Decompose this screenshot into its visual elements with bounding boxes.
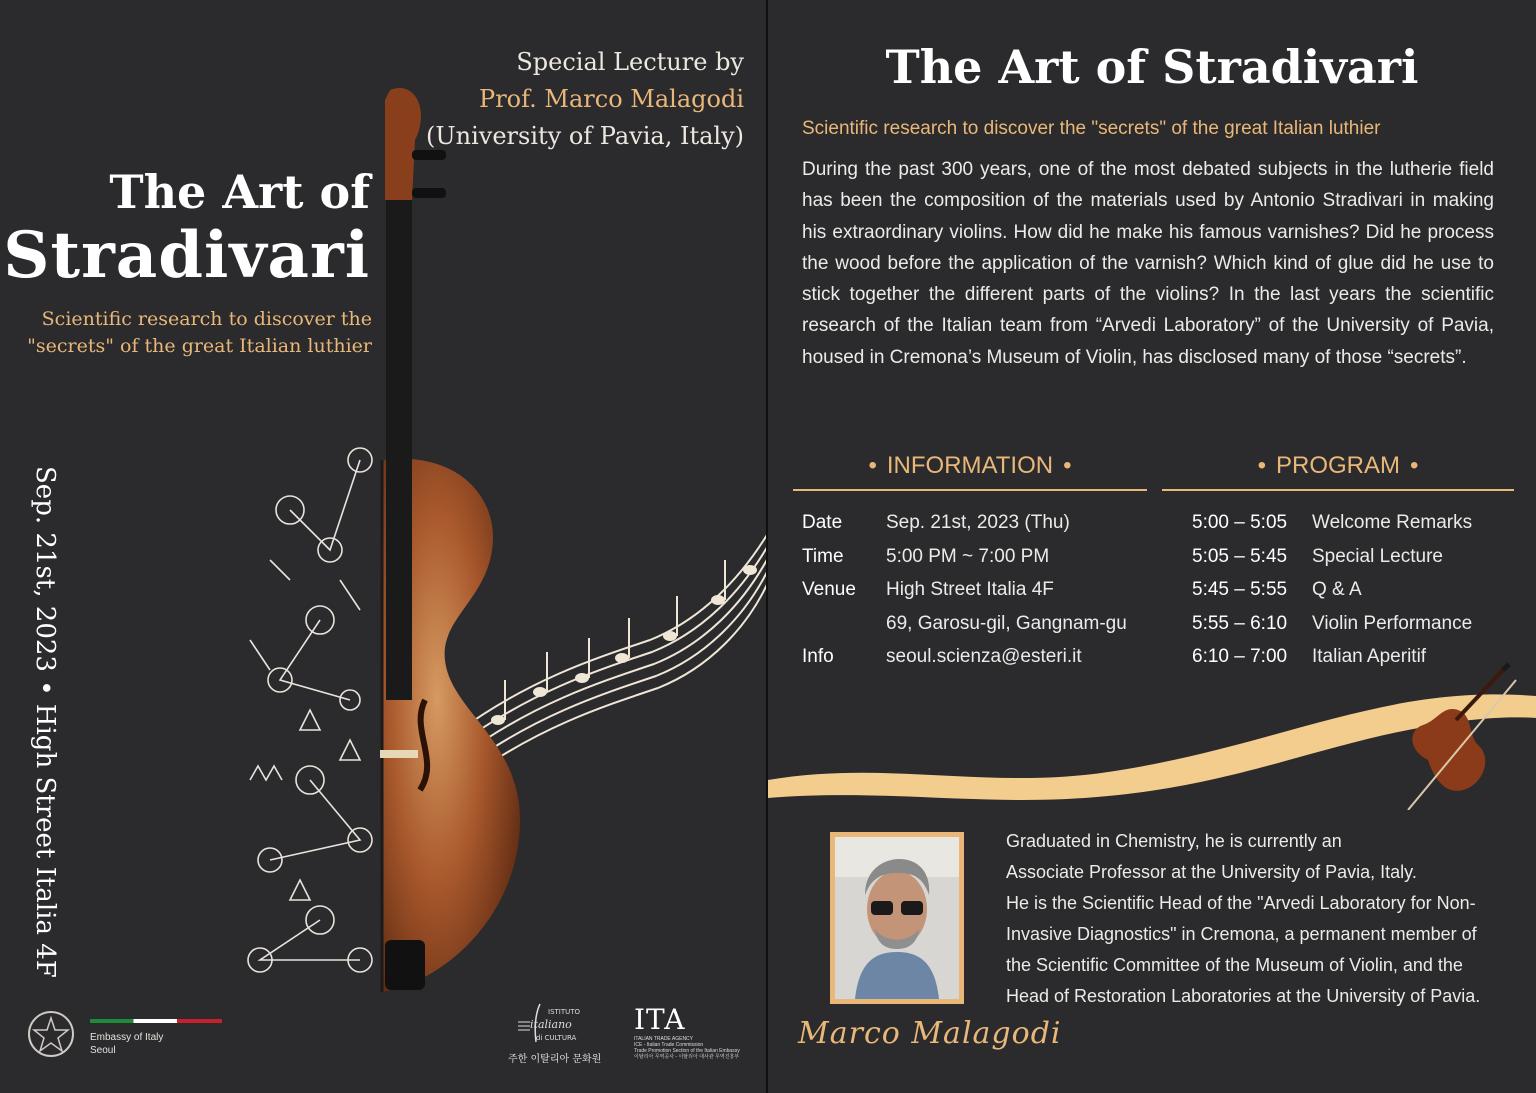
iic-korean-label: 주한 이탈리아 문화원 [508, 1054, 602, 1065]
science-doodles-icon [248, 448, 372, 972]
poster-subtitle [0, 306, 372, 360]
program-event: Italian Aperitif [1312, 646, 1427, 667]
poster-subtitle-line2: "secrets" of the great Italian luthier [27, 335, 372, 357]
iic-text-2: italiano [530, 1018, 572, 1031]
bullet-icon: • [1410, 452, 1419, 479]
info-label: Info [802, 646, 834, 667]
program-time: 6:10 – 7:00 [1192, 646, 1288, 667]
information-heading [793, 452, 1147, 480]
decorative-wave [768, 660, 1536, 810]
info-row [802, 607, 1127, 641]
signature: Marco Malagodi [798, 1016, 1062, 1051]
poster-title [3, 164, 370, 292]
ita-caption-line3: Trade Promotion Section of the Italian Embassy [634, 1048, 740, 1054]
information-heading-text: INFORMATION [886, 452, 1054, 479]
lecture-line: Special Lecture by [516, 48, 744, 76]
info-row [802, 506, 1127, 540]
program-time: 5:00 – 5:05 [1192, 512, 1288, 533]
bio-line: Invasive Diagnostics" in Cremona, a permanent member of [1006, 924, 1477, 944]
information-underline [793, 489, 1147, 491]
info-value: Sep. 21st, 2023 (Thu) [886, 512, 1070, 533]
info-value: High Street Italia 4F [886, 579, 1054, 600]
bullet-icon: • [1063, 452, 1072, 479]
program-list [1192, 506, 1472, 674]
italian-flag-bar [90, 1019, 222, 1023]
poster-subtitle-line1: Scientific research to discover the [41, 308, 372, 330]
program-row [1192, 573, 1472, 607]
bio-line: He is the Scientific Head of the "Arvedi Laboratory for Non- [1006, 893, 1476, 913]
ita-caption [634, 1036, 744, 1060]
embassy-line2: Seoul [90, 1045, 116, 1056]
program-event: Q & A [1312, 579, 1362, 600]
music-staff-icon [460, 530, 766, 778]
ita-caption-line1: ITALIAN TRADE AGENCY [634, 1036, 693, 1042]
info-label: Date [802, 512, 843, 533]
info-title: The Art of Stradivari [885, 40, 1419, 94]
italian-emblem-icon [24, 1006, 78, 1066]
lecturer-affiliation: (University of Pavia, Italy) [426, 122, 744, 150]
info-value: 5:00 PM ~ 7:00 PM [886, 545, 1050, 567]
vertical-date-venue: Sep. 21st, 2023 • High Street Italia 4F [30, 466, 60, 978]
program-event: Welcome Remarks [1312, 512, 1473, 533]
program-time: 5:45 – 5:55 [1192, 579, 1288, 600]
lecture-credit [426, 44, 744, 155]
ita-caption-line4: 이탈리아 무역공사 - 이탈리아 대사관 무역진흥부 [634, 1054, 740, 1060]
biography [1006, 826, 1516, 1012]
lecturer-name: Prof. Marco Malagodi [479, 85, 744, 113]
iic-text-1: ISTITUTO [548, 1008, 581, 1016]
info-label: Venue [802, 579, 856, 600]
portrait-frame [830, 832, 964, 1004]
bio-line: Head of Restoration Laboratories at the University of Pavia. [1006, 986, 1481, 1006]
embassy-label [90, 1031, 163, 1057]
info-subtitle: Scientific research to discover the "secrets" of the great Italian luthier [802, 118, 1381, 139]
program-heading-text: PROGRAM [1275, 452, 1400, 479]
program-event: Special Lecture [1312, 545, 1443, 567]
portrait-photo [835, 837, 959, 999]
ita-caption-line2: ICE - Italian Trade Commission [634, 1042, 704, 1048]
info-row [802, 573, 1127, 607]
info-value: 69, Garosu-gil, Gangnam-gu [886, 612, 1127, 634]
program-row [1192, 540, 1472, 574]
bio-line: Associate Professor at the University of Pavia, Italy. [1006, 862, 1417, 882]
ita-logo [634, 1003, 744, 1060]
program-row [1192, 506, 1472, 540]
embassy-line1: Embassy of Italy [90, 1032, 164, 1043]
bullet-icon: • [868, 452, 877, 479]
program-time: 5:55 – 6:10 [1192, 612, 1288, 634]
info-email[interactable]: seoul.scienza@esteri.it [886, 646, 1082, 667]
poster-title-line2: Stradivari [3, 218, 370, 293]
program-row [1192, 607, 1472, 641]
program-underline [1162, 489, 1514, 491]
info-label [802, 607, 886, 641]
bio-line: Graduated in Chemistry, he is currently an [1006, 831, 1342, 851]
info-description: During the past 300 years, one of the most debated subjects in the lutherie field has been the composition of the materials used by Antonio Stradivari in making his extraordinary violins. How did he make his famous varnishes? Did he process the wood before the application of the varnish? Which kind of glue did he use to stick together the different parts of the violins? In the last years the scientific research of the Italian team from “Arvedi Laboratory” of the University of Pavia, housed in Cremona’s Museum of Violin, has disclosed many of those “secrets”. [802, 159, 1494, 368]
iic-text-3: di CULTURA [536, 1034, 577, 1042]
bio-line: the Scientific Committee of the Museum of Violin, and the [1006, 955, 1463, 975]
info-label: Time [802, 545, 844, 567]
violin-icon [1408, 664, 1516, 810]
program-event: Violin Performance [1312, 612, 1473, 634]
info-row [802, 540, 1127, 574]
bullet-icon: • [1257, 452, 1266, 479]
program-heading [1162, 452, 1514, 480]
poster-title-line1: The Art of [109, 165, 370, 219]
program-time: 5:05 – 5:45 [1192, 545, 1288, 567]
ita-logo-text: ITA [634, 1003, 686, 1036]
poster-panel [0, 0, 766, 1093]
information-list [802, 506, 1127, 674]
info-panel [768, 0, 1536, 1093]
